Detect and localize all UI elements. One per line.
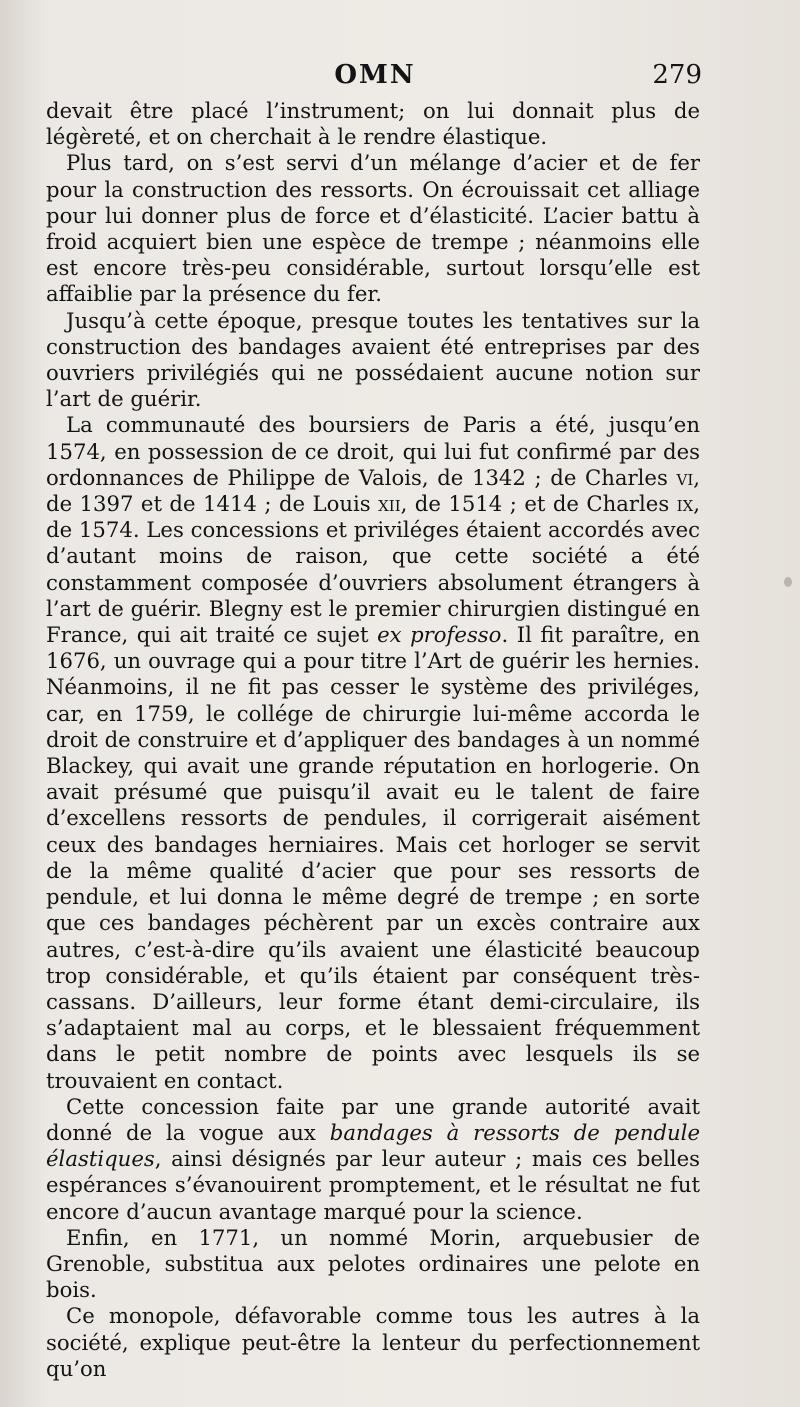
paragraph-3: Jusqu’à cette époque, presque toutes les tentatives sur la construction des bandages avaient été entreprises par des ouvriers privilégiés qui ne possédaient aucune notion sur l’art de guérir. bbox=[46, 307, 700, 412]
paragraph-4-text-3: , de 1514 ; et de Charles bbox=[400, 491, 677, 517]
paragraph-7: Ce monopole, défavorable comme tous les autres à la société, explique peut-être la lenteur du perfectionnement qu’on bbox=[46, 1303, 700, 1381]
paragraph-4-text-5: . Il fit paraître, en 1676, un ouvrage qui a pour titre l’Art de guérir les hernies. Néanmoins, il ne fit pas cesser le système des priviléges, car, en 1759, le collége de chirurgie lui-même accorda le droit de construire et d’appliquer des bandages à un nommé Blackey, qui avait une grande réputation en horlogerie. On avait présumé que puisqu’il avait eu le talent de faire d’excellens ressorts de pendules, il corrigerait aisément ceux des bandages herniaires. Mais cet horloger se servit de la même qualité d’acier que pour ses ressorts de pendule, et lui donna le même degré de trempe ; en sorte que ces bandages péchèrent par un excès contraire aux autres, c’est-à-dire qu’ils avaient une élasticité beaucoup trop considérable, et qu’ils étaient par conséquent très-cassans. D’ailleurs, leur forme étant demi-circulaire, ils s’adaptaient mal au corps, et le blessaient fréquemment dans le petit nombre de points avec lesquels ils se trouvaient en contact. bbox=[46, 622, 700, 1093]
ink-spot bbox=[784, 577, 792, 587]
paragraph-6: Enfin, en 1771, un nommé Morin, arquebusier de Grenoble, substitua aux pelotes ordinaires une pelote en bois. bbox=[46, 1224, 700, 1303]
regnal-number-vi: vi bbox=[676, 464, 694, 490]
paragraph-4 bbox=[46, 412, 700, 1093]
page-header bbox=[48, 60, 702, 94]
italic-ex-professo: ex professo bbox=[377, 622, 502, 648]
paragraph-5-text-2: , ainsi désignés par leur auteur ; mais ces belles espérances s’évanouirent promptement, et le résultat ne fut encore d’aucun avantage marqué pour la science. bbox=[46, 1146, 700, 1224]
italic-bandages-title: bandages à ressorts de pendule élastiques bbox=[46, 1119, 700, 1172]
paragraph-5-text-1: Cette concession faite par une grande autorité avait donné de la vogue aux bbox=[46, 1093, 700, 1145]
page-number: 279 bbox=[652, 60, 702, 90]
paragraph-1: devait être placé l’instrument; on lui donnait plus de légèreté, et on cherchait à le rendre élastique. bbox=[46, 98, 700, 150]
paragraph-2: Plus tard, on s’est servi d’un mélange d’acier et de fer pour la construction des ressorts. On écrouissait cet alliage pour lui donner plus de force et d’élasticité. L’acier battu à froid acquiert bien une espèce de trempe ; néanmoins elle est encore très-peu considérable, surtout lorsqu’elle est affaiblie par la présence du fer. bbox=[46, 150, 700, 307]
body-text bbox=[46, 98, 700, 1382]
regnal-number-xii: xii bbox=[378, 491, 401, 517]
regnal-number-ix: ix bbox=[676, 491, 694, 517]
paragraph-4-text-4: , de 1574. Les concessions et priviléges étaient accordés avec d’autant moins de raison, que cette société a été constamment composée d’ouvriers absolument étrangers à l’art de guérir. Blegny est le premier chirurgien distingué en France, qui ait traité ce sujet bbox=[46, 491, 701, 648]
paragraph-4-text-1: La communauté des boursiers de Paris a été, jusqu’en 1574, en possession de ce droit, qui lui fut confirmé par des ordonnances de Philippe de Valois, de 1342 ; de Charles bbox=[46, 412, 700, 490]
paragraph-4-text-2: , de 1397 et de 1414 ; de Louis bbox=[46, 464, 700, 517]
running-head: OMN bbox=[334, 60, 416, 90]
paragraph-5 bbox=[46, 1094, 700, 1225]
